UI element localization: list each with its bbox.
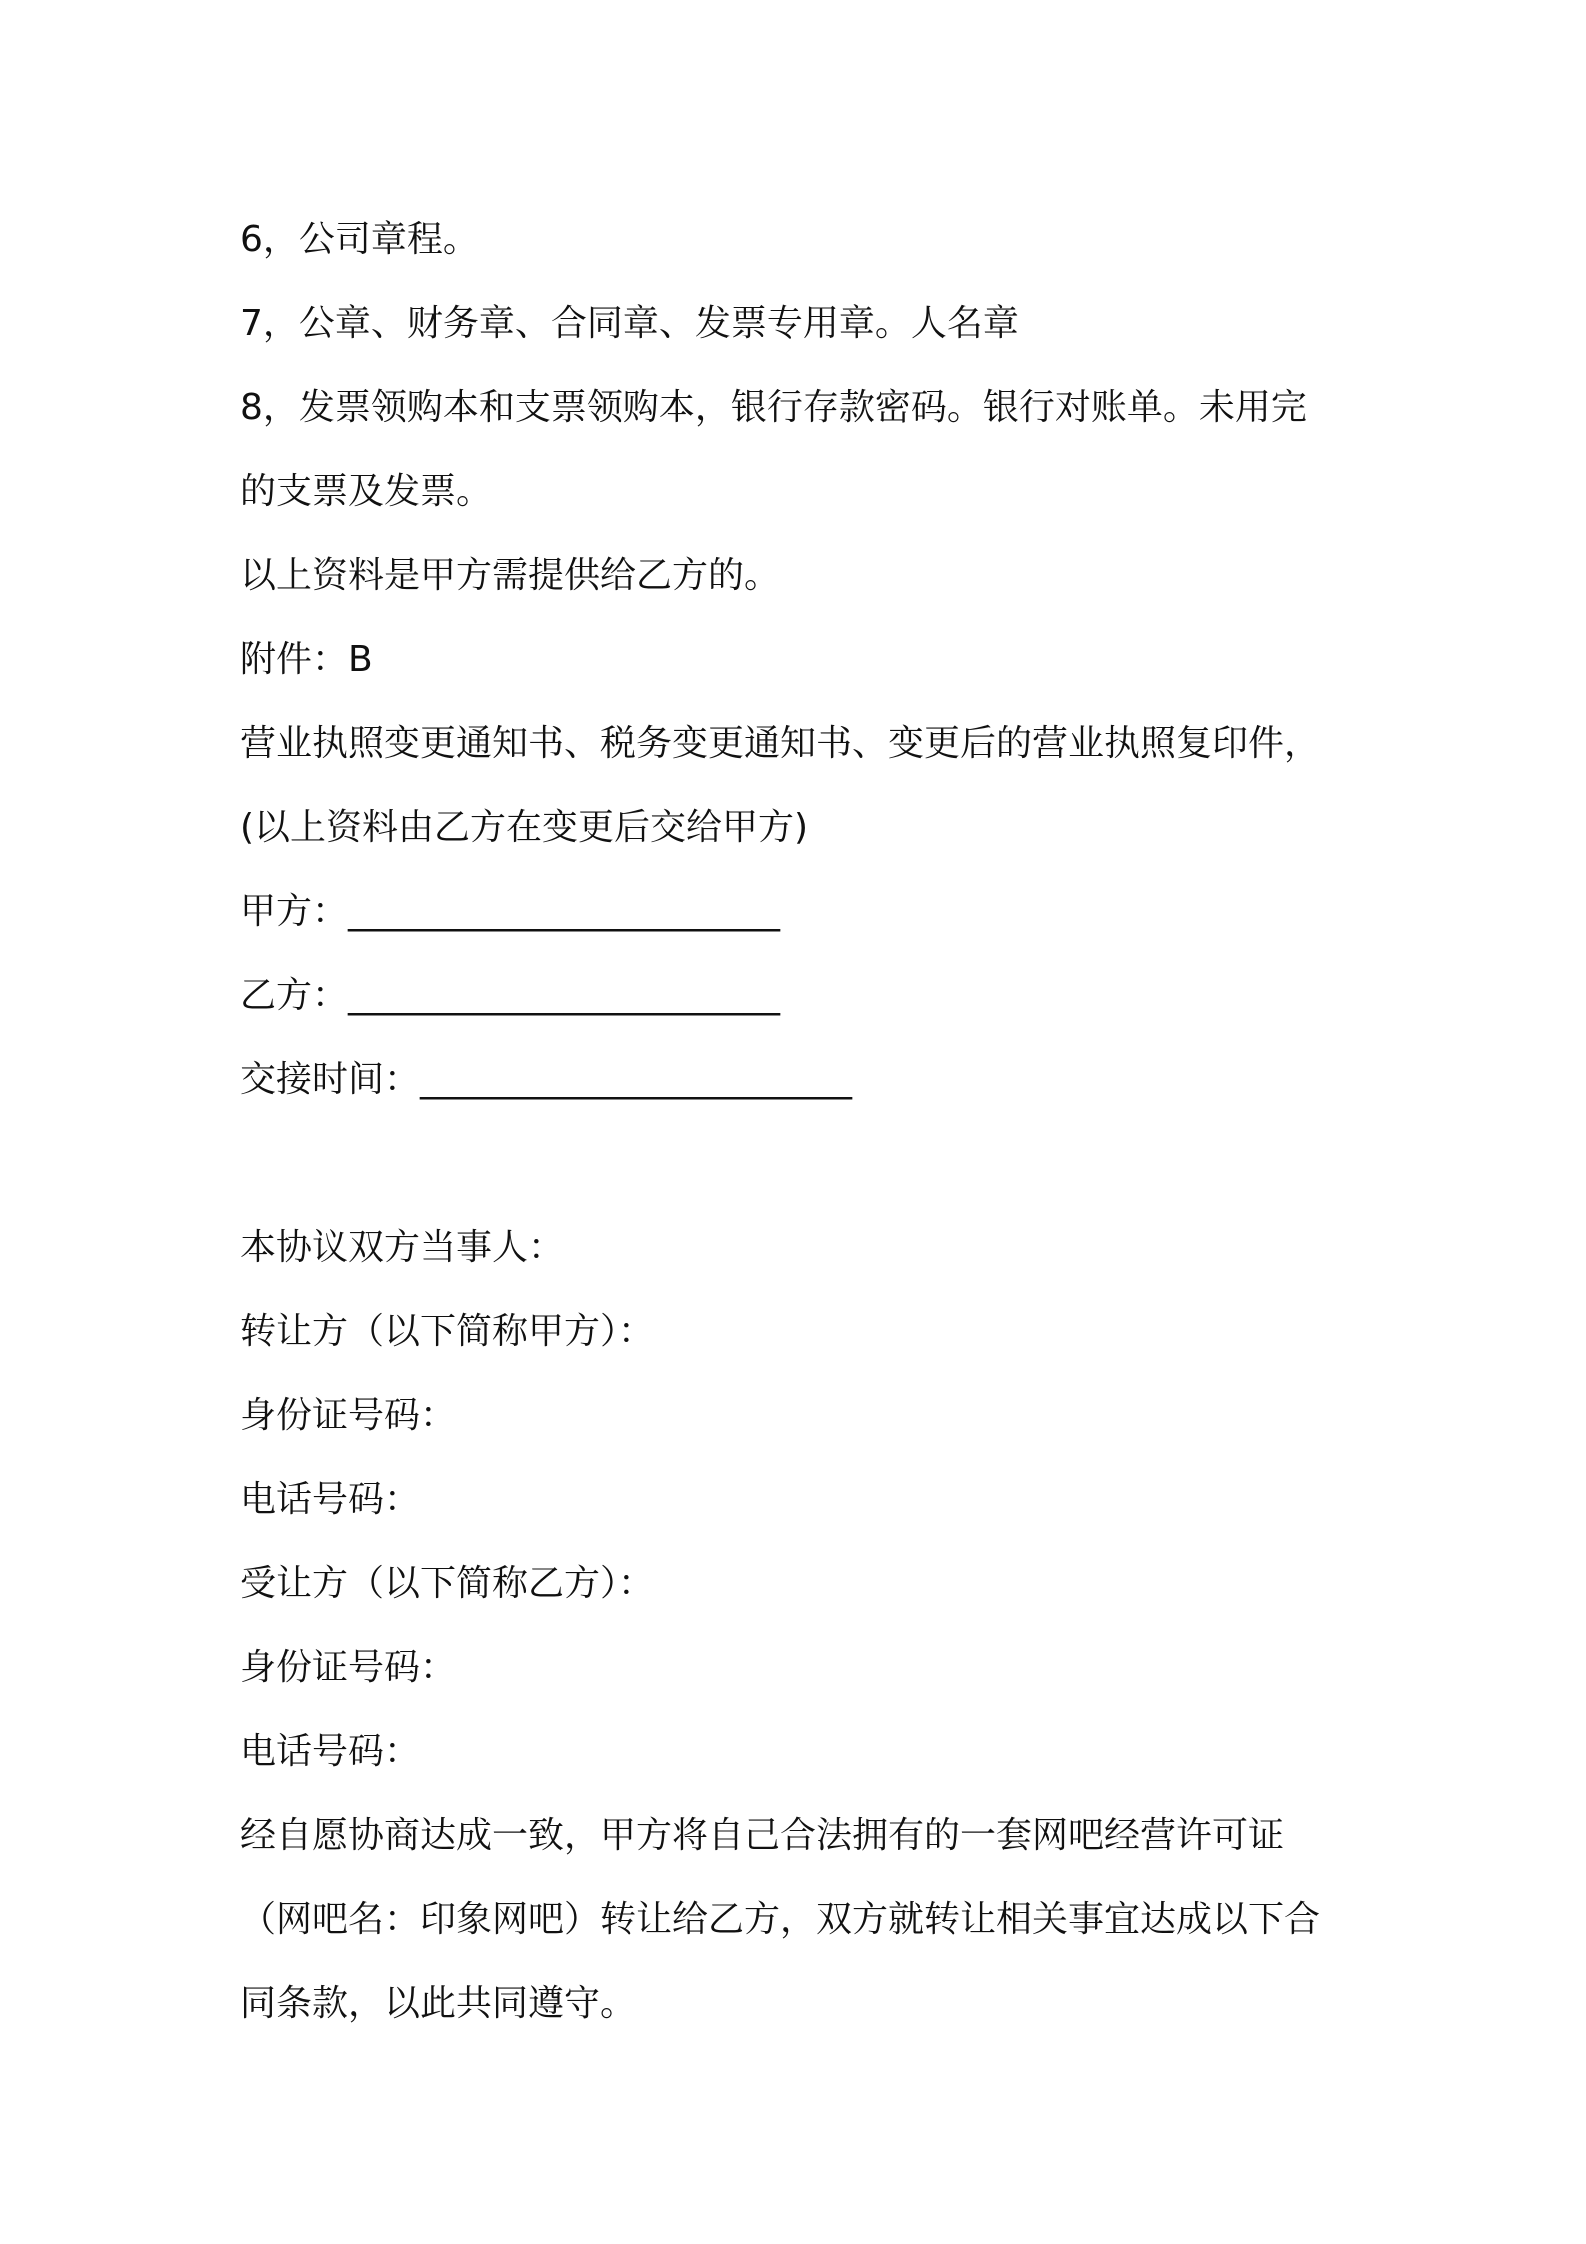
transferor-id-label: 身份证号码： [240,1395,457,1436]
attachment-b-heading: 附件：B [240,639,373,680]
transferor-label: 转让方（以下简称甲方）： [240,1311,655,1352]
party-a-signature-line: 甲方：________________________ [240,891,781,932]
document-body [240,198,1360,2046]
attachment-b-items: 营业执照变更通知书、税务变更通知书、变更后的营业执照复印件， [240,723,1321,764]
item-6-company-charter: 6，公司章程。 [240,219,479,260]
transferor-phone-label: 电话号码： [240,1479,421,1520]
agreement-paragraph-line-2: （网吧名：印象网吧）转让给乙方，双方就转让相关事宜达成以下合 [240,1899,1321,1940]
attachment-b-note: (以上资料由乙方在变更后交给甲方) [240,807,809,848]
item-8-continued: 的支票及发票。 [240,471,493,512]
agreement-paragraph-line-1: 经自愿协商达成一致，甲方将自己合法拥有的一套网吧经营许可证 [240,1815,1285,1856]
item-7-seals: 7，公章、财务章、合同章、发票专用章。人名章 [240,303,1019,344]
item-8-invoice-books: 8，发票领购本和支票领购本，银行存款密码。银行对账单。未用完 [240,387,1307,428]
transferee-id-label: 身份证号码： [240,1647,457,1688]
section-gap [240,1122,1360,1206]
party-b-signature-line: 乙方：________________________ [240,975,781,1016]
agreement-paragraph-line-3: 同条款，以此共同遵守。 [240,1983,637,2024]
transferee-label: 受让方（以下简称乙方）： [240,1563,655,1604]
materials-note: 以上资料是甲方需提供给乙方的。 [240,555,781,596]
handover-time-line: 交接时间：________________________ [240,1059,853,1100]
parties-heading: 本协议双方当事人： [240,1227,565,1268]
transferee-phone-label: 电话号码： [240,1731,421,1772]
